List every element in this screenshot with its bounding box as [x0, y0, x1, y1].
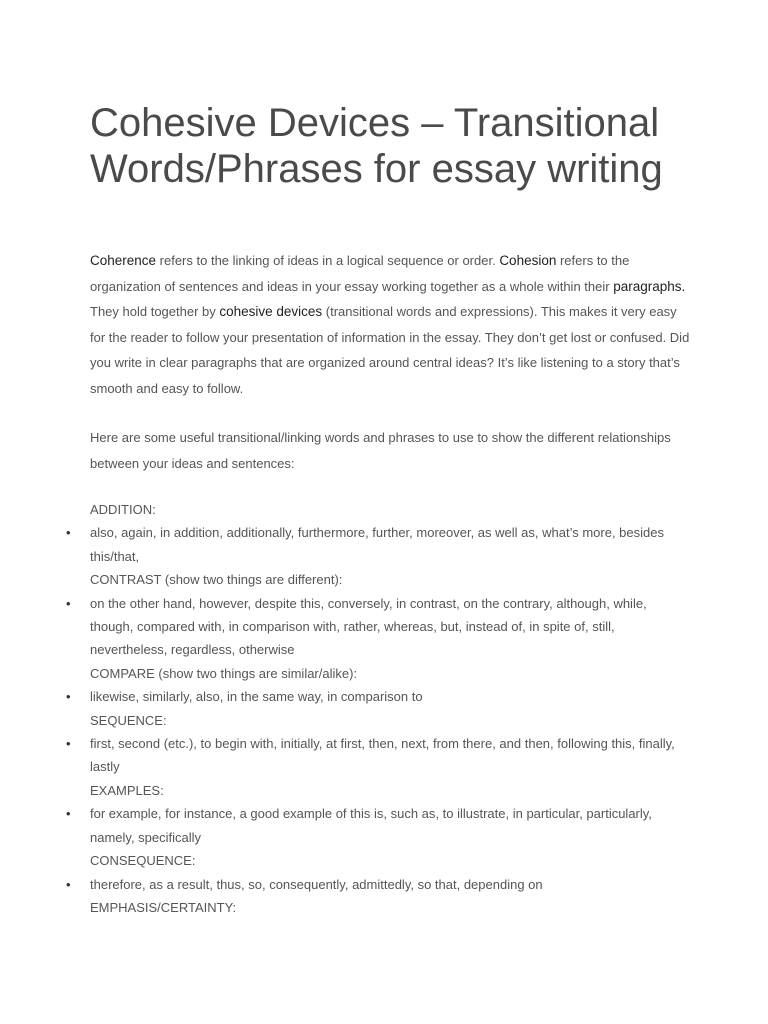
section-heading: SEQUENCE: — [90, 712, 167, 728]
bullet-icon: • — [66, 595, 71, 611]
keyword-coherence: Coherence — [90, 253, 157, 268]
bullet-icon: • — [66, 689, 71, 705]
section-heading: EMPHASIS/CERTAINTY: — [90, 899, 237, 915]
intro-text-3: They hold together by — [90, 304, 220, 319]
list-item — [66, 802, 690, 849]
section-heading: EXAMPLES: — [90, 782, 164, 798]
list-item-text: first, second (etc.), to begin with, initially, at first, then, next, from there, and then, following this, finally, lastly — [90, 736, 675, 775]
list-item — [66, 592, 690, 662]
list-item-text: on the other hand, however, despite this, conversely, in contrast, on the contrary, although, while, though, compared with, in comparison with, rather, whereas, but, instead of, in spite of, still, nevertheless, regardless, otherwise — [90, 595, 647, 658]
bullet-icon: • — [66, 876, 71, 892]
intro-text-1: refers to the linking of ideas in a logical sequence or order. — [156, 253, 500, 268]
intro-paragraph — [90, 248, 690, 401]
list-item-text: for example, for instance, a good example of this is, such as, to illustrate, in particular, particularly, namely, specifically — [90, 806, 652, 845]
keyword-cohesive-devices: cohesive devices — [219, 304, 323, 319]
section-heading: ADDITION: — [90, 502, 156, 517]
intro-text-2: refers to the organization of sentences and ideas in your essay working together as a whole within their — [90, 253, 630, 294]
transition-list — [66, 498, 690, 919]
list-item-text: therefore, as a result, thus, so, consequently, admittedly, so that, depending on — [90, 876, 543, 892]
lead-paragraph: Here are some useful transitional/linking words and phrases to use to show the different relationships between your ideas and sentences: — [90, 430, 671, 471]
page-title: Cohesive Devices – Transitional Words/Phrases for essay writing — [90, 101, 663, 191]
list-item — [66, 732, 690, 779]
list-item — [66, 685, 690, 708]
section-heading: CONSEQUENCE: — [90, 853, 196, 869]
section-heading: COMPARE (show two things are similar/alike): — [90, 665, 358, 681]
list-item-text: also, again, in addition, additionally, furthermore, further, moreover, as well as, what’s more, besides this/that, — [90, 525, 664, 564]
section-heading: CONTRAST (show two things are different): — [90, 572, 343, 588]
bullet-icon: • — [66, 736, 71, 752]
bullet-icon: • — [66, 806, 71, 822]
list-item-text: likewise, similarly, also, in the same way, in comparison to — [90, 689, 423, 705]
list-item — [66, 873, 690, 896]
keyword-cohesion: Cohesion — [499, 253, 557, 268]
bullet-icon: • — [66, 525, 71, 541]
list-item — [66, 521, 690, 568]
keyword-paragraphs: paragraphs. — [613, 278, 686, 294]
intro-text-4: (transitional words and expressions). This makes it very easy for the reader to follow your presentation of information in the essay. They don’t get lost or confused. Did you write in clear paragraphs that are organized around central ideas? It’s like listening to a story that’s smooth and easy to follow. — [90, 304, 690, 396]
